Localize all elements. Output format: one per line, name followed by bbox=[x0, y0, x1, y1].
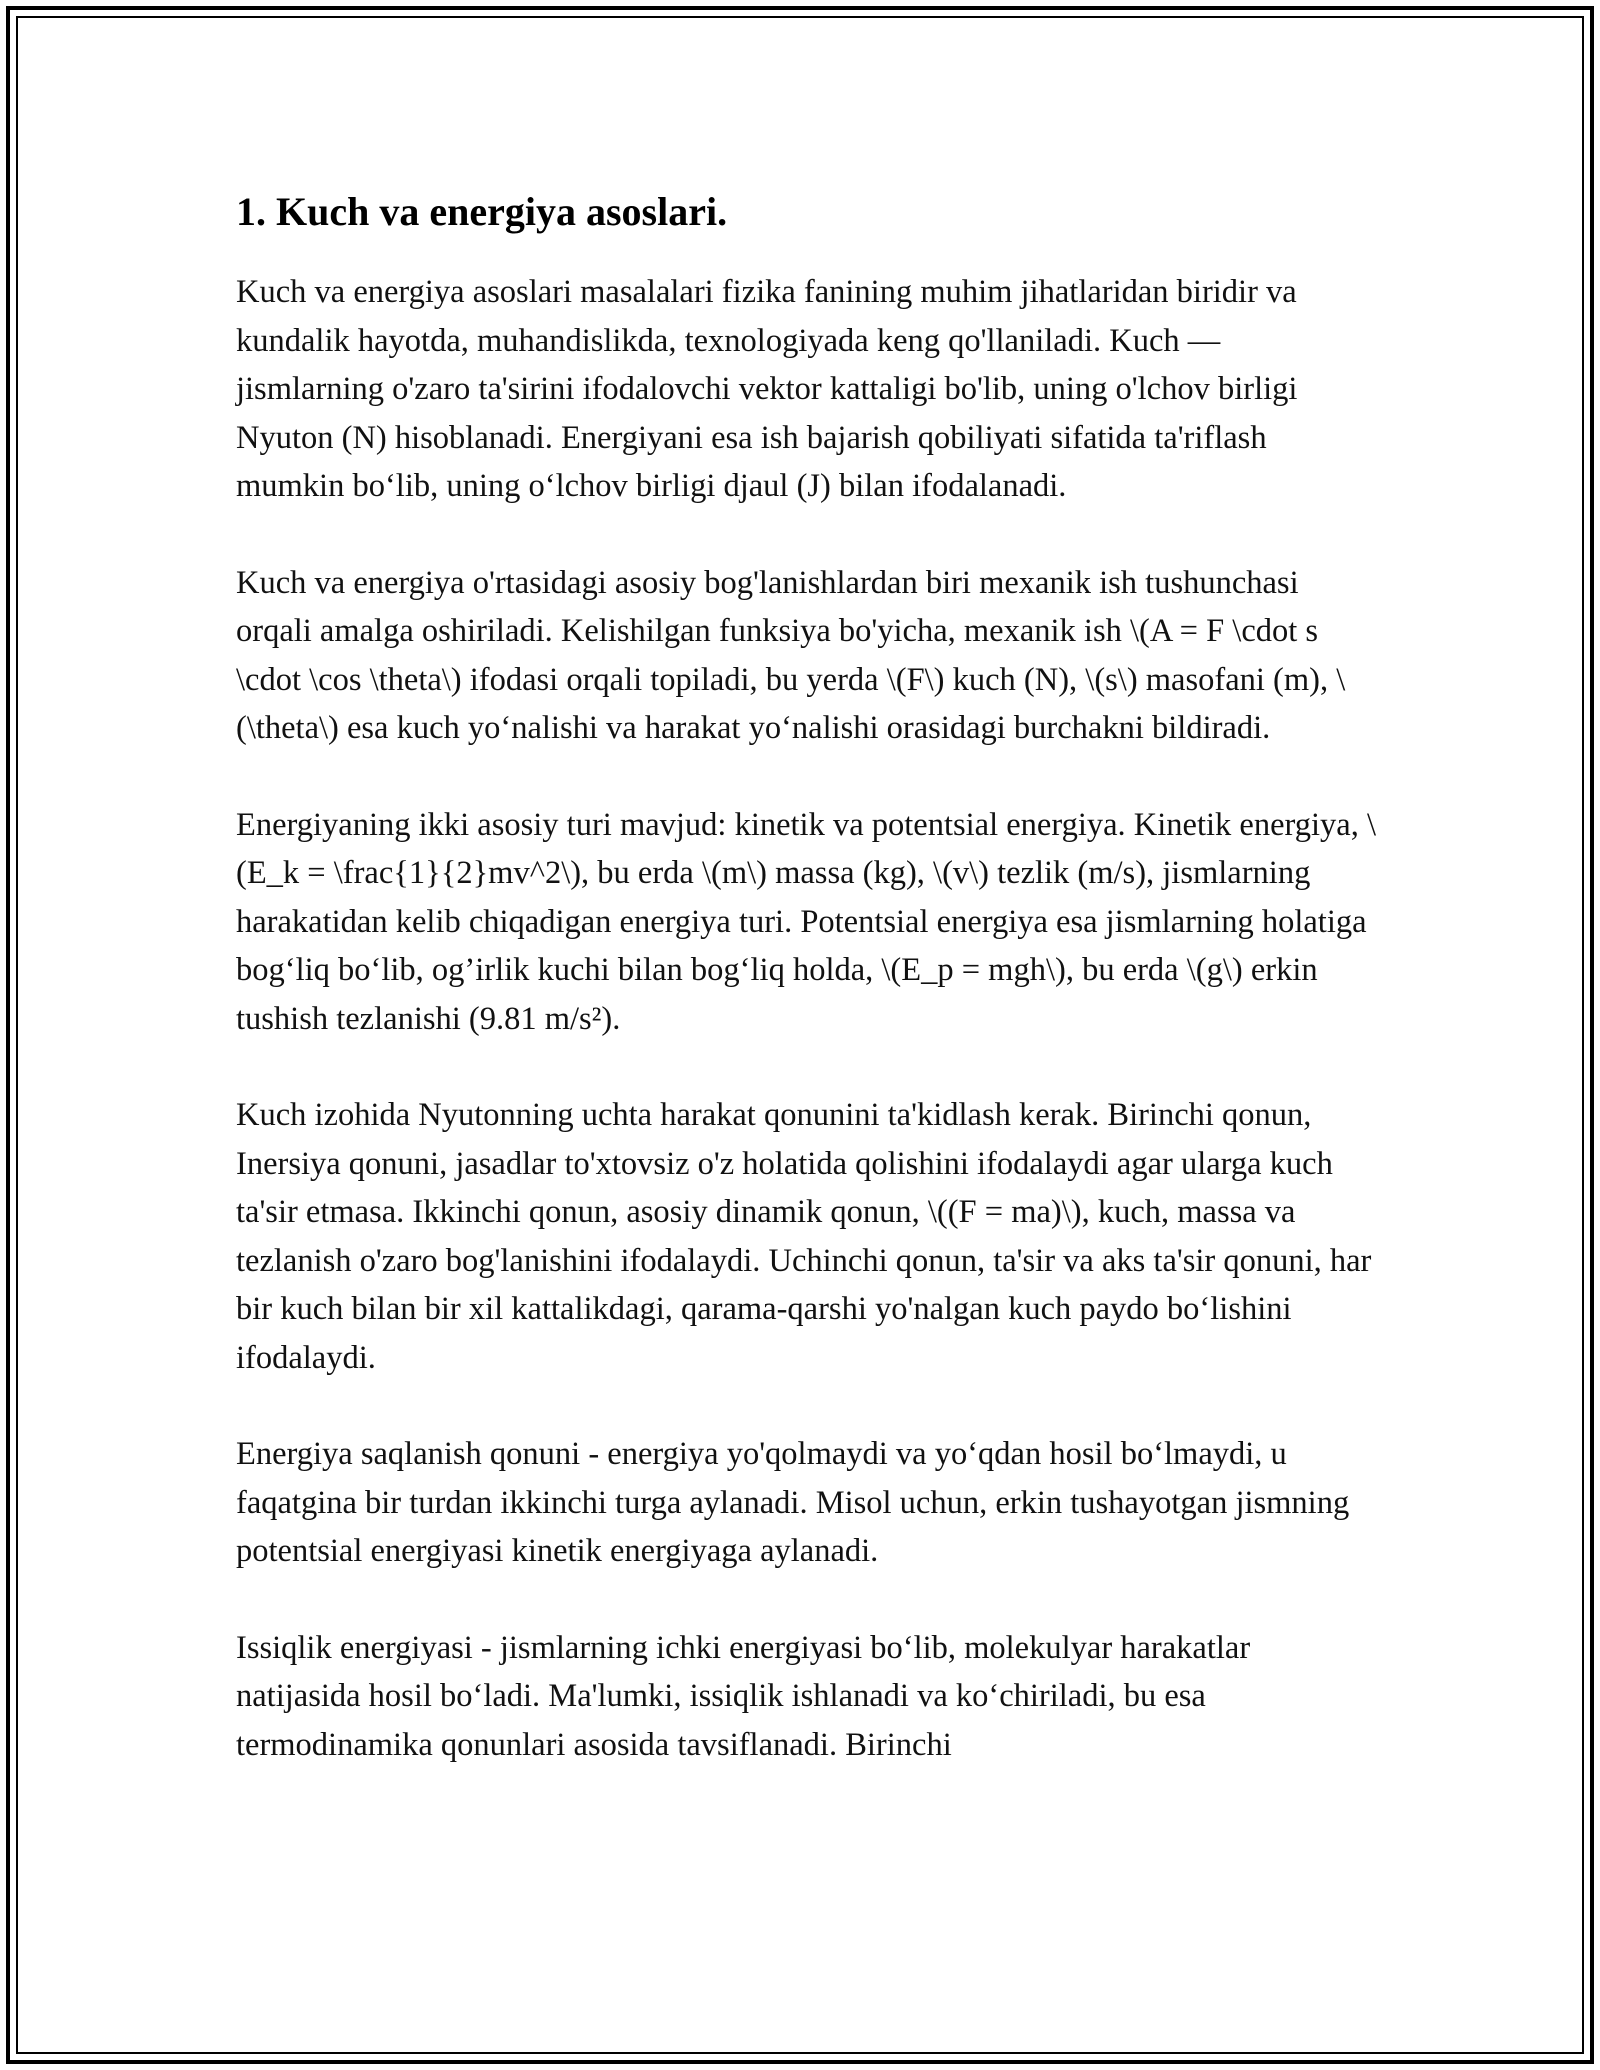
paragraph-newton-laws: Kuch izohida Nyutonning uchta harakat qonunini ta'kidlash kerak. Birinchi qonun, Inersiya qonuni, jasadlar to'xtovsiz o'z holatida qolishini ifodalaydi agar ularga kuch ta'sir etmasa. Ikkinchi qonun, asosiy dinamik qonun, \((F = ma)\), kuch, massa va tezlanish o'zaro bog'lanishini ifodalaydi. Uchinchi qonun, ta'sir va aks ta'sir qonuni, har bir kuch bilan bir xil kattalikdagi, qarama-qarshi yo'nalgan kuch paydo bo‘lishini ifodalaydi. bbox=[236, 1097, 1372, 1376]
paragraph-mechanical-work: Kuch va energiya o'rtasidagi asosiy bog'lanishlardan biri mexanik ish tushunchasi orqali amalga oshiriladi. Kelishilgan funksiya bo'yicha, mexanik ish \(A = F \cdot s \cdot \cos \theta\) ifodasi orqali topiladi, bu yerda \(F\) kuch (N), \(s\) masofani (m), \(\theta\) esa kuch yo‘nalishi va harakat yo‘nalishi orasidagi burchakni bildiradi. bbox=[236, 564, 1346, 746]
paragraph-thermal-energy: Issiqlik energiyasi - jismlarning ichki energiyasi bo‘lib, molekulyar harakatlar natijasida hosil bo‘ladi. Ma'lumki, issiqlik ishlanadi va ko‘chiriladi, bu esa termodinamika qonunlari asosida tavsiflanadi. Birinchi bbox=[236, 1629, 1251, 1763]
paragraph-energy-types: Energiyaning ikki asosiy turi mavjud: kinetik va potentsial energiya. Kinetik energiya, \(E_k = \frac{1}{2}mv^2\), bu erda \(m\) massa (kg), \(v\) tezlik (m/s), jismlarning harakatidan kelib chiqadigan energiya turi. Potentsial energiya esa jismlarning holatiga bog‘liq bo‘lib, og’irlik kuchi bilan bog‘liq holda, \(E_p = mgh\), bu erda \(g\) erkin tushish tezlanishi (9.81 m/s²). bbox=[236, 806, 1376, 1037]
paragraph-intro: Kuch va energiya asoslari masalalari fizika fanining muhim jihatlaridan biridir va kundalik hayotda, muhandislikda, texnologiyada keng qo'llaniladi. Kuch — jismlarning o'zaro ta'sirini ifodalovchi vektor kattaligi bo'lib, uning o'lchov birligi Nyuton (N) hisoblanadi. Energiyani esa ish bajarish qobiliyati sifatida ta'riflash mumkin bo‘lib, uning o‘lchov birligi djaul (J) bilan ifodalanadi. bbox=[236, 274, 1298, 504]
paragraph-energy-conservation: Energiya saqlanish qonuni - energiya yo'qolmaydi va yo‘qdan hosil bo‘lmaydi, u faqatgina bir turdan ikkinchi turga aylanadi. Misol uchun, erkin tushayotgan jismning potentsial energiyasi kinetik energiyaga aylanadi. bbox=[236, 1436, 1350, 1569]
document-body bbox=[236, 186, 1376, 1817]
section-heading: 1. Kuch va energiya asoslari. bbox=[236, 189, 728, 234]
